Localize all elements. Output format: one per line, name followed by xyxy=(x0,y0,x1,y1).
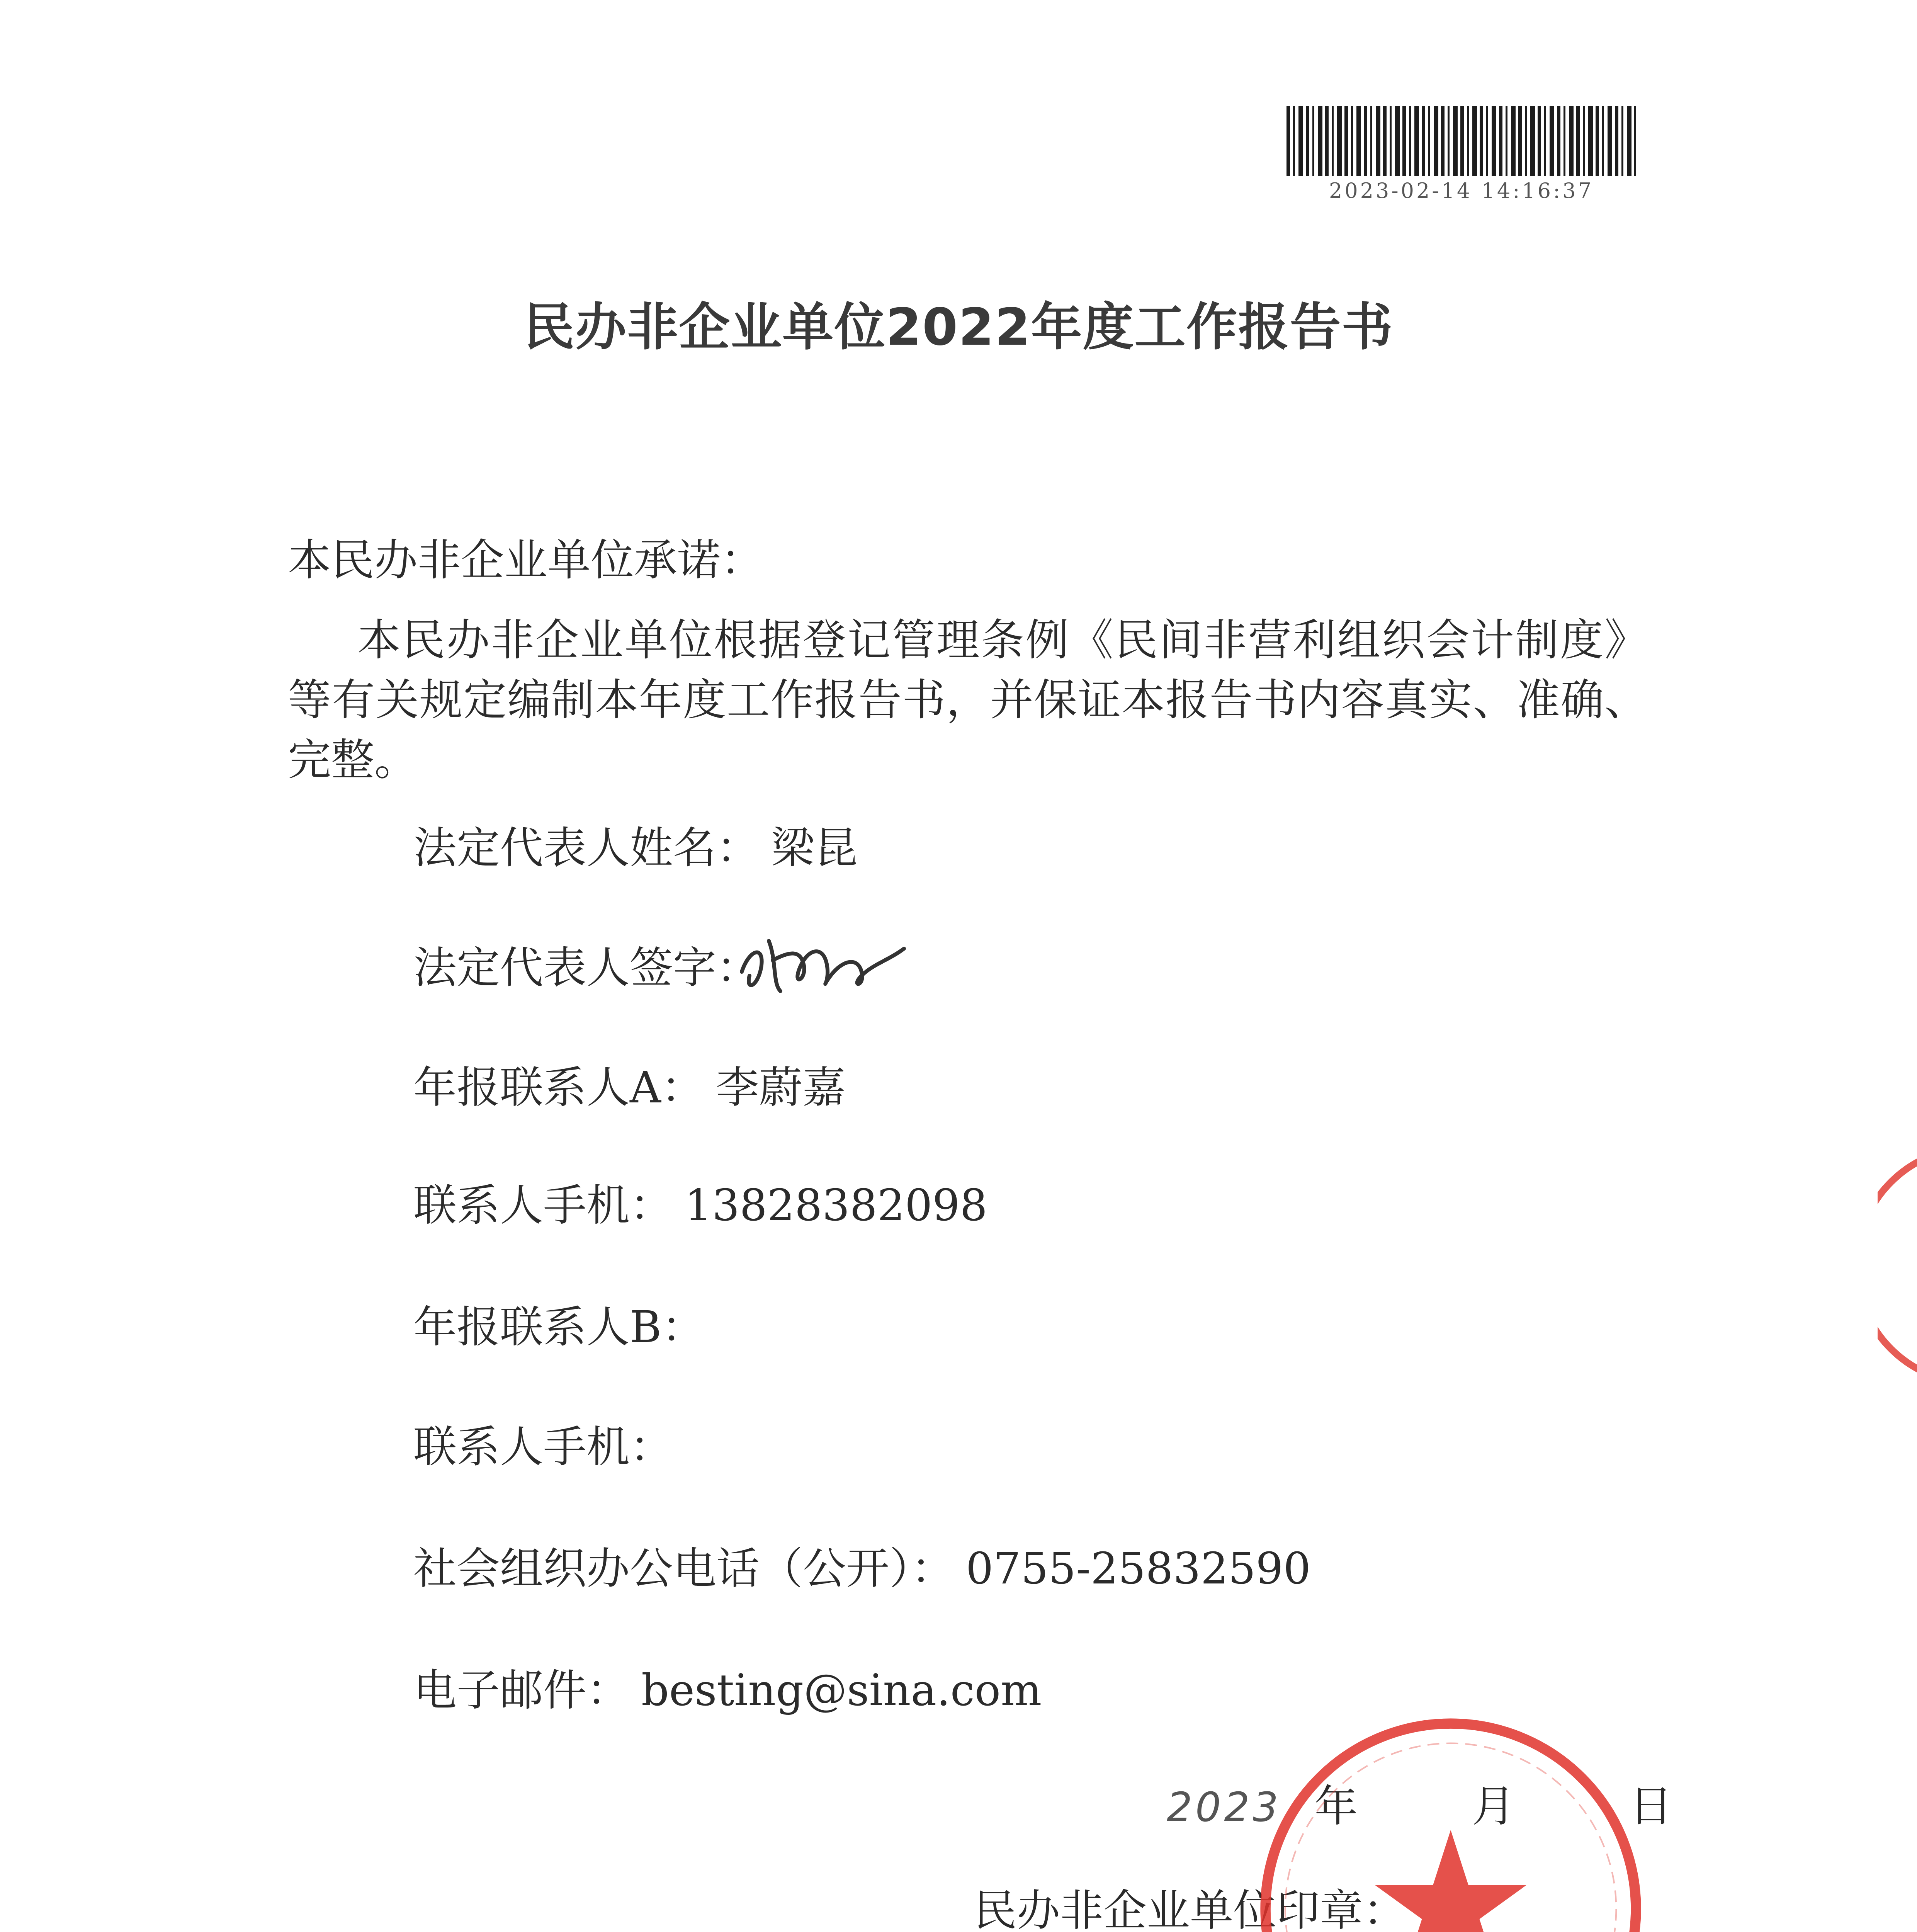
commitment-paragraph: 本民办非企业单位根据登记管理条例《民间非营利组织会计制度》等有关规定编制本年度工作报告书，并保证本报告书内容真实、准确、完整。 xyxy=(288,615,1648,785)
office-phone-label: 社会组织办公电话（公开）： xyxy=(413,1544,954,1594)
barcode xyxy=(1286,106,1636,176)
contact-a-row xyxy=(413,1053,846,1115)
contact-a-phone-label: 联系人手机： xyxy=(413,1180,673,1231)
contact-b-label: 年报联系人B： xyxy=(413,1302,705,1352)
legal-rep-sign-label: 法定代表人签字： xyxy=(413,943,760,993)
email-label: 电子邮件： xyxy=(413,1665,630,1716)
office-phone-value: 0755-25832590 xyxy=(966,1544,1311,1594)
commitment-label: 本民办非企业单位承诺： xyxy=(288,535,764,585)
contact-a-phone-value: 13828382098 xyxy=(685,1180,987,1231)
contact-b-phone-row xyxy=(413,1412,685,1475)
handwritten-signature xyxy=(734,925,912,1003)
legal-rep-name-row xyxy=(413,813,858,876)
office-phone-row xyxy=(413,1534,1311,1596)
official-seal xyxy=(1254,1712,1648,1932)
seal-star-icon xyxy=(1375,1830,1526,1932)
email-row xyxy=(413,1656,1042,1718)
page-title: 民办非企业单位2022年度工作报告书 xyxy=(523,298,1394,357)
handwritten-year: 2023 xyxy=(1167,1784,1281,1831)
legal-rep-name-label: 法定代表人姓名： xyxy=(413,823,760,873)
barcode-timestamp: 2023-02-14 14:16:37 xyxy=(1329,179,1594,203)
contact-a-value: 李蔚嘉 xyxy=(715,1063,846,1113)
contact-b-row xyxy=(413,1293,716,1355)
legal-rep-name-value: 梁昆 xyxy=(771,823,858,873)
day-unit: 日 xyxy=(1629,1781,1673,1832)
contact-a-phone-row xyxy=(413,1171,987,1233)
month-unit: 月 xyxy=(1472,1781,1515,1832)
year-unit: 年 xyxy=(1314,1781,1358,1832)
contact-a-label: 年报联系人A： xyxy=(413,1063,704,1113)
email-value: besting@sina.com xyxy=(641,1665,1042,1716)
contact-b-phone-label: 联系人手机： xyxy=(413,1422,673,1472)
seal-label: 民办非企业单位印章： xyxy=(974,1886,1406,1932)
legal-rep-sign-row xyxy=(413,933,760,995)
edge-seal-fragment xyxy=(1878,1140,1917,1391)
